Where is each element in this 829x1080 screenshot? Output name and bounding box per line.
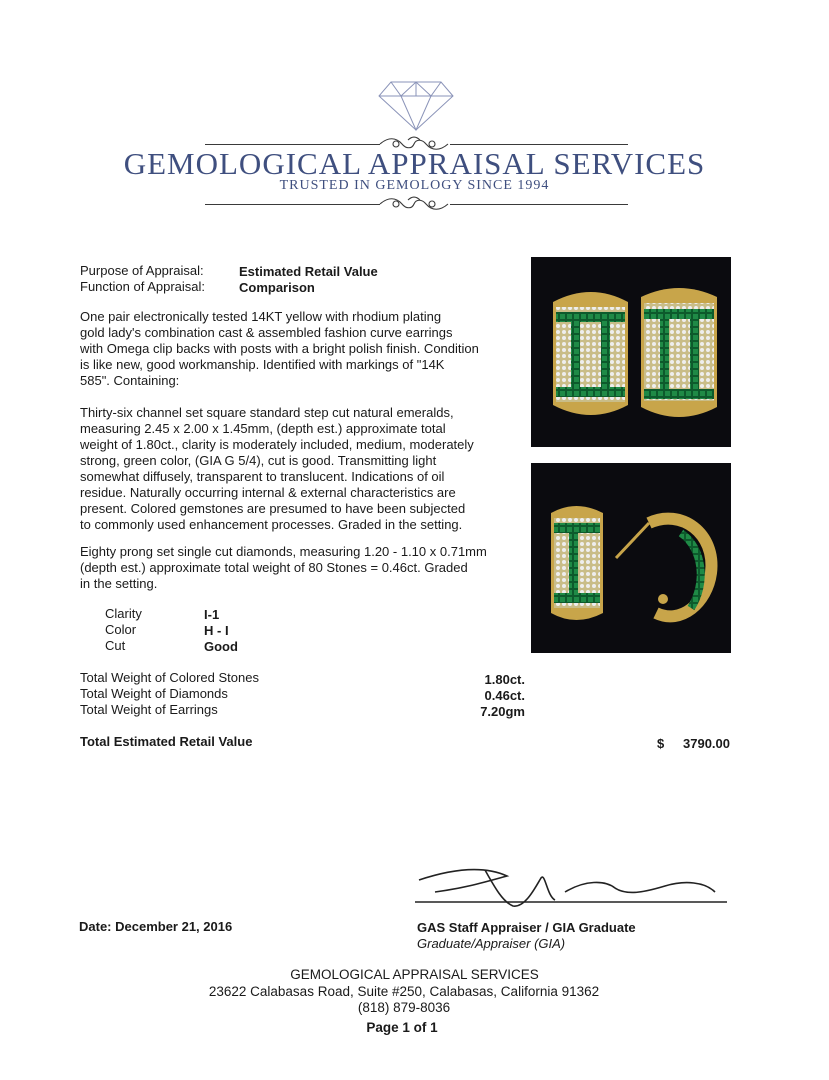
description-line: 585". Containing:: [80, 373, 180, 388]
total-label-colored: Total Weight of Colored Stones: [80, 670, 259, 685]
earrings-photo-front: [531, 257, 731, 447]
signer-subtitle: Graduate/Appraiser (GIA): [417, 936, 566, 951]
diamond-icon: [377, 80, 455, 132]
header-rule-top-right: [450, 144, 628, 145]
grade-label-cut: Cut: [105, 638, 126, 653]
page-number: Page 1 of 1: [366, 1020, 438, 1035]
total-value-earrings: 7.20gm: [480, 704, 525, 719]
emeralds-line: Thirty-six channel set square standard step cut natural emeralds,: [80, 405, 454, 420]
signature-image: [415, 858, 735, 914]
emeralds-line: somewhat diffusely, transparent to translucent. Indications of oil: [80, 469, 445, 484]
description-line: One pair electronically tested 14KT yellow with rhodium plating: [80, 309, 442, 324]
grade-value-clarity: I-1: [204, 607, 220, 622]
total-label-diamonds: Total Weight of Diamonds: [80, 686, 228, 701]
flourish-icon: [378, 196, 450, 212]
diamonds-paragraph: [80, 544, 510, 592]
footer-company: GEMOLOGICAL APPRAISAL SERVICES: [290, 967, 539, 982]
retail-currency: $: [657, 736, 665, 751]
company-tagline: TRUSTED IN GEMOLOGY SINCE 1994: [279, 178, 550, 193]
emeralds-line: residue. Naturally occurring internal & external characteristics are: [80, 485, 456, 500]
diamonds-line: Eighty prong set single cut diamonds, measuring 1.20 - 1.10 x 0.71mm: [80, 544, 487, 559]
total-value-diamonds: 0.46ct.: [484, 688, 525, 703]
description-line: is like new, good workmanship. Identified with markings of "14K: [80, 357, 445, 372]
appraisal-date: Date: December 21, 2016: [79, 919, 233, 934]
retail-amount: 3790.00: [683, 736, 730, 751]
earrings-photo-side: [531, 463, 731, 653]
footer-address: 23622 Calabasas Road, Suite #250, Calabasas, California 91362: [208, 984, 600, 999]
total-value-colored: 1.80ct.: [484, 672, 525, 687]
emeralds-line: present. Colored gemstones are presumed to have been subjected: [80, 501, 466, 516]
purpose-value: Estimated Retail Value: [239, 264, 378, 279]
header-rule-top-left: [205, 144, 380, 145]
diamonds-line: in the setting.: [80, 576, 158, 591]
retail-label: Total Estimated Retail Value: [80, 734, 253, 749]
grade-label-clarity: Clarity: [105, 606, 142, 621]
description-line: gold lady's combination cast & assembled fashion curve earrings: [80, 325, 453, 340]
diamonds-line: (depth est.) approximate total weight of 80 Stones = 0.46ct. Graded: [80, 560, 468, 575]
signer-title: GAS Staff Appraiser / GIA Graduate: [417, 920, 636, 935]
description-paragraph: [80, 309, 510, 389]
header-rule-bottom-left: [205, 204, 380, 205]
function-value: Comparison: [239, 280, 315, 295]
total-label-earrings: Total Weight of Earrings: [80, 702, 218, 717]
header-rule-bottom-right: [450, 204, 628, 205]
description-line: with Omega clip backs with posts with a bright polish finish. Condition: [80, 341, 479, 356]
grade-label-color: Color: [105, 622, 137, 637]
grade-value-color: H - I: [204, 623, 229, 638]
emeralds-line: to commonly used enhancement processes. Graded in the setting.: [80, 517, 463, 532]
function-label: Function of Appraisal:: [80, 279, 206, 294]
purpose-label: Purpose of Appraisal:: [80, 263, 204, 278]
footer-phone: (818) 879-8036: [357, 1000, 451, 1015]
emeralds-line: weight of 1.80ct., clarity is moderately included, medium, moderately: [80, 437, 474, 452]
emeralds-paragraph: [80, 405, 510, 533]
grade-value-cut: Good: [204, 639, 238, 654]
emeralds-line: measuring 2.45 x 2.00 x 1.45mm, (depth est.) approximate total: [80, 421, 446, 436]
company-logo-name: GEMOLOGICAL APPRAISAL SERVICES: [123, 146, 706, 181]
emeralds-line: strong, green color, (GIA G 5/4), cut is good. Transmitting light: [80, 453, 437, 468]
